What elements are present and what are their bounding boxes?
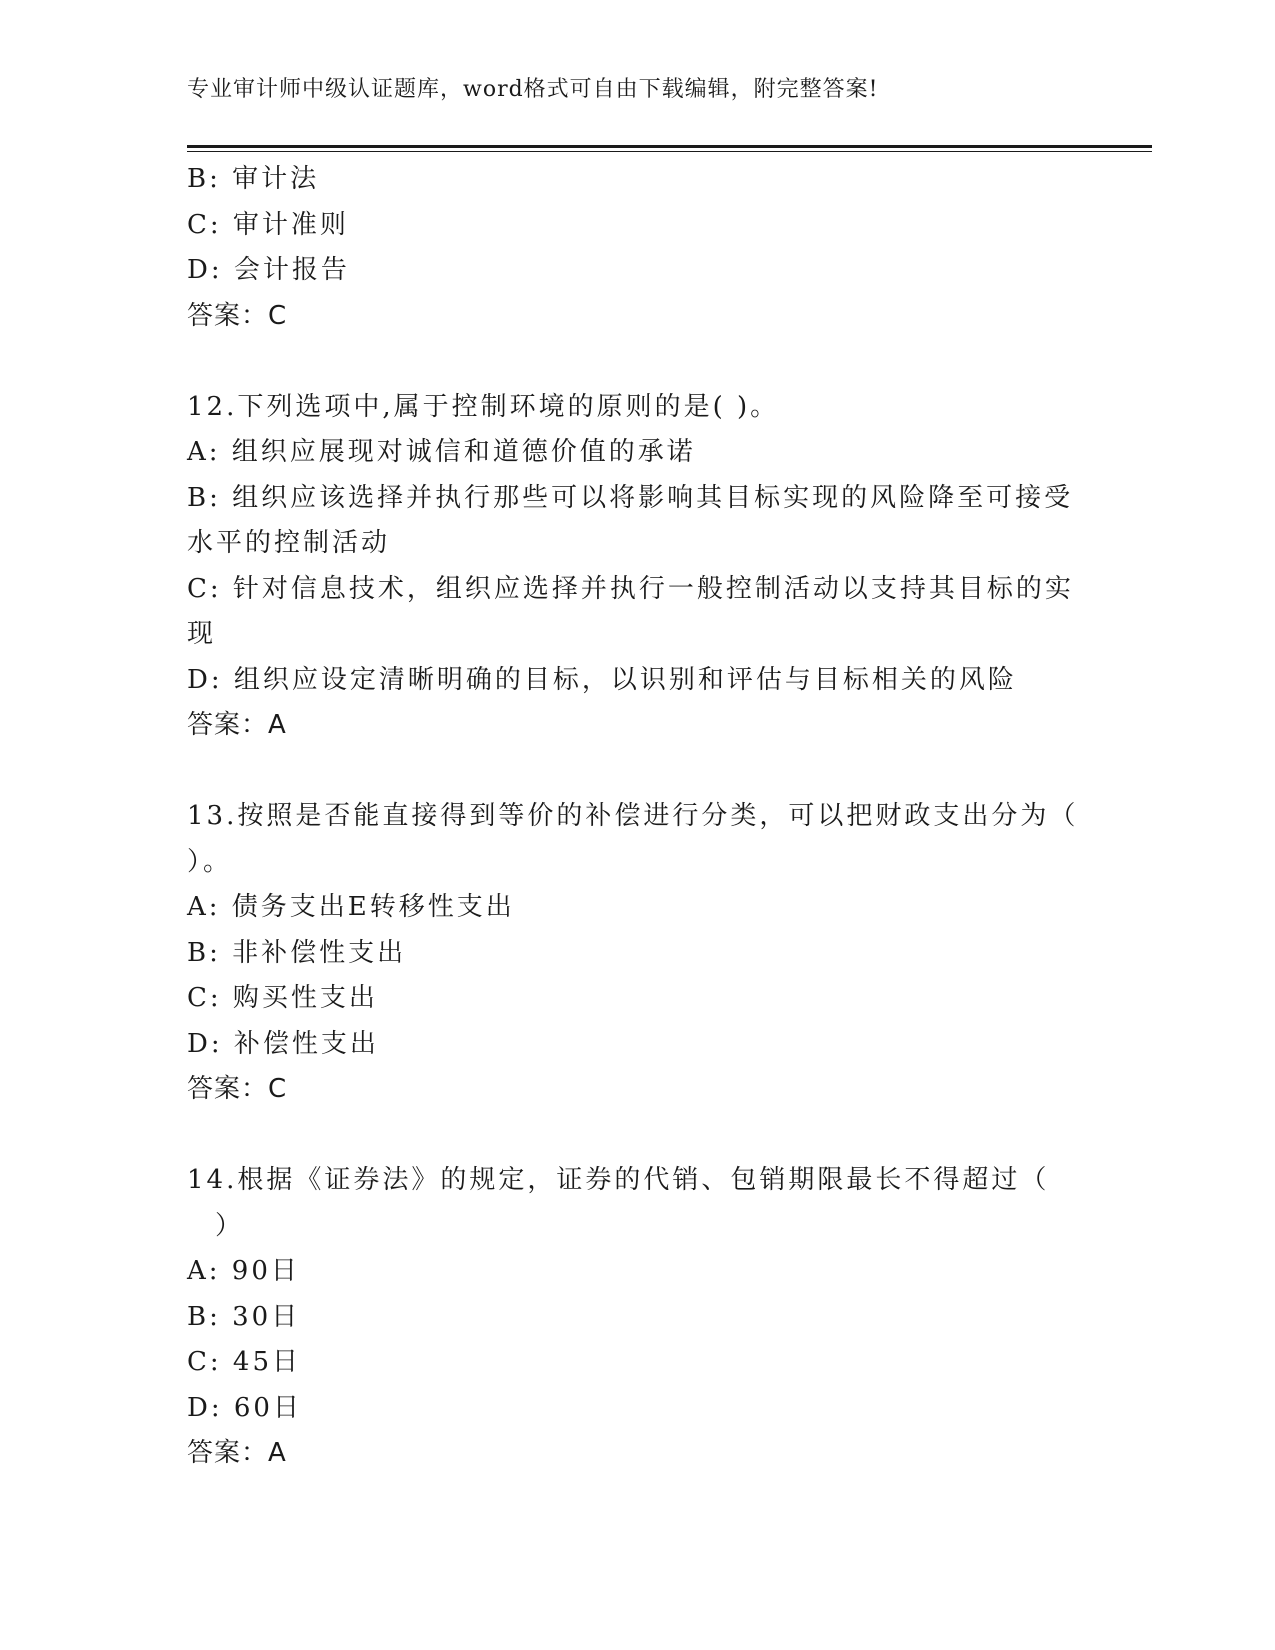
option-d: D: 补偿性支出: [187, 1028, 379, 1059]
prev-question-block: [187, 157, 1087, 339]
answer-line: 答案：A: [187, 1438, 287, 1468]
option-d: D: 会计报告: [187, 255, 350, 285]
option-b-continued: 水平的控制活动: [187, 528, 391, 558]
answer-line: 答案：C: [187, 300, 288, 331]
question-13-block: [187, 794, 1087, 1113]
header-rule-thin: [187, 151, 1152, 152]
option-b: B: 非补偿性支出: [187, 937, 407, 968]
header-rule-thick: [187, 145, 1152, 148]
option-b: B: 30日: [187, 1301, 301, 1332]
option-c: C: 购买性支出: [187, 983, 378, 1013]
question-12-block: [187, 385, 1087, 749]
option-c-continued: 现: [187, 619, 217, 649]
question-stem-continued: ）: [215, 1210, 245, 1241]
question-14-block: [187, 1158, 1087, 1477]
question-stem: 14.根据《证券法》的规定，证券的代销、包销期限最长不得超过（: [187, 1165, 1050, 1195]
option-c: C: 审计准则: [187, 209, 349, 240]
answer-line: 答案：A: [187, 710, 287, 740]
option-c: C: 针对信息技术，组织应选择并执行一般控制活动以支持其目标的实: [187, 573, 1074, 604]
option-b: B: 组织应该选择并执行那些可以将影响其目标实现的风险降至可接受: [187, 482, 1074, 513]
question-stem-continued: ）。: [187, 846, 233, 877]
option-b: B: 审计法: [187, 164, 320, 194]
option-c: C: 45日: [187, 1347, 302, 1377]
page-header: 专业审计师中级认证题库，word格式可自由下载编辑，附完整答案!: [187, 77, 879, 102]
spacer: [187, 339, 1087, 385]
spacer: [187, 1113, 1087, 1159]
question-content: [187, 157, 1087, 1477]
spacer: [187, 749, 1087, 795]
option-d: D: 组织应设定清晰明确的目标，以识别和评估与目标相关的风险: [187, 664, 1017, 695]
answer-line: 答案：C: [187, 1074, 288, 1104]
option-d: D: 60日: [187, 1392, 302, 1423]
option-a: A: 90日: [187, 1256, 300, 1286]
option-a: A: 组织应展现对诚信和道德价值的承诺: [187, 437, 696, 467]
question-stem: 12.下列选项中,属于控制环境的原则的是( )。: [187, 391, 780, 422]
option-a: A: 债务支出E转移性支出: [187, 892, 515, 922]
question-stem: 13.按照是否能直接得到等价的补偿进行分类，可以把财政支出分为（: [187, 801, 1079, 831]
